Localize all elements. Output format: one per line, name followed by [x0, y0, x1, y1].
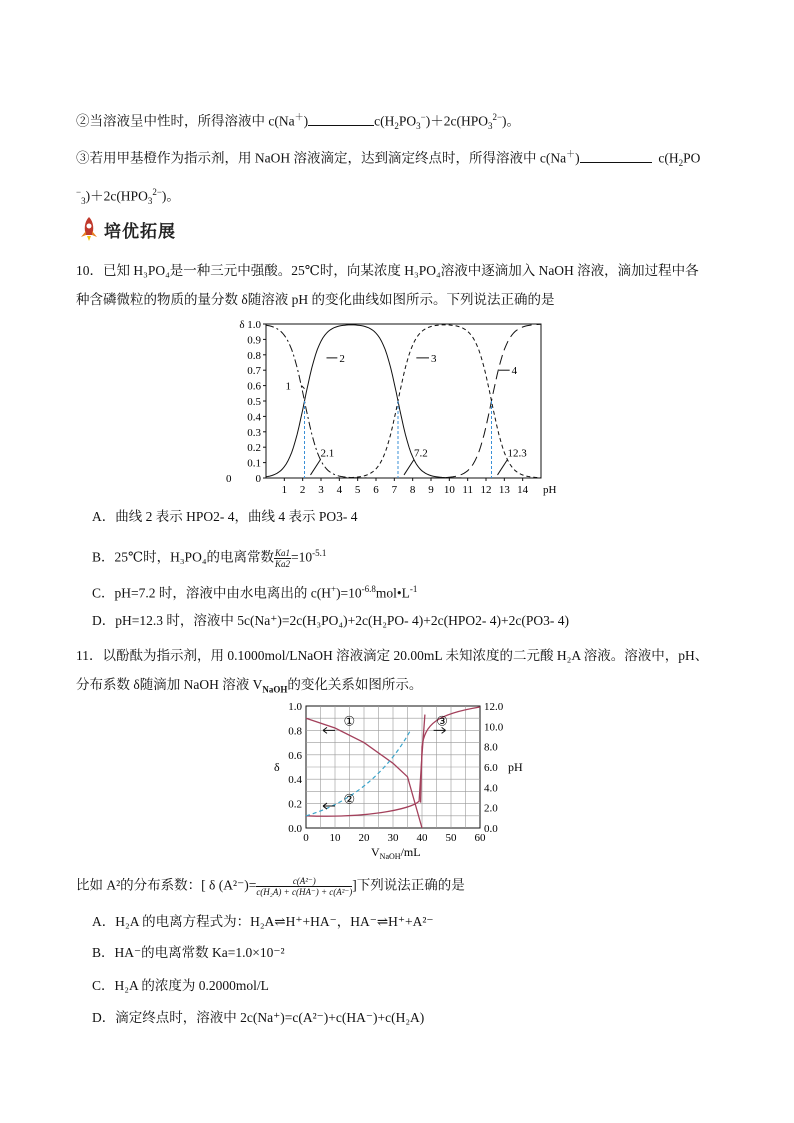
y-tick-label: 0.5	[247, 396, 261, 408]
x-tick-label: 14	[517, 484, 529, 496]
x-origin-label: 0	[226, 473, 232, 485]
q11-option-d[interactable]: D．滴定终点时，溶液中 2c(Na⁺)=c(A²⁻)+c(HA⁻)+c(H₂A)	[92, 1010, 425, 1025]
x-tick-label: 2	[299, 484, 306, 496]
y-tick-label: 0.3	[247, 426, 261, 439]
q9-part2: ②当溶液呈中性时，所得溶液中 c(Na＋) $c(H_2PO_3^-)+2c(HPO_3^{2-})$。	[76, 112, 521, 132]
curve-1	[266, 325, 541, 478]
q11-note: 比如 A²的分布系数：[ δ (A²⁻)= $\frac{\text{c(A²⁻)}}{\text{c(H₂A) + c(HA⁻) + c(A²⁻)}}$]下列说法正确的是	[76, 876, 465, 897]
x-tick-label: 10	[329, 832, 341, 844]
x-tick-label: 5	[354, 484, 361, 496]
x-tick-label: 12	[480, 484, 492, 496]
y-left-tick-label: 0.0	[288, 823, 302, 835]
q10-option-a[interactable]: A．曲线 2 表示 HPO2- 4，曲线 4 表示 PO3- 4	[92, 509, 358, 524]
annotation-leader	[404, 460, 414, 475]
x-tick-label: 1	[281, 484, 288, 496]
y-tick-label: 0	[255, 473, 261, 485]
curve-label: 1	[285, 380, 291, 393]
y-right-axis-label: pH	[508, 760, 523, 774]
y-right-tick-label: 8.0	[484, 741, 498, 754]
y-left-axis-label: δ	[274, 760, 280, 774]
y-tick-label: 0.9	[247, 334, 261, 347]
y-right-tick-label: 12.0	[484, 701, 504, 713]
x-tick-label: 4	[336, 484, 343, 496]
y-left-tick-label: 0.4	[288, 774, 302, 787]
q11-option-a[interactable]: A．H₂A 的电离方程式为：H₂A⇌H⁺+HA⁻，HA⁻⇌H⁺+A²⁻	[92, 914, 434, 929]
x-tick-label: 40	[416, 832, 428, 844]
y-right-tick-label: 2.0	[484, 802, 498, 815]
curve-label: 4	[511, 365, 518, 378]
y-left-tick-label: 1.0	[288, 701, 302, 713]
pka-annotation: 12.3	[507, 447, 527, 460]
curve-marker: ①	[343, 713, 356, 729]
curve-3	[266, 325, 541, 478]
titration-chart	[266, 700, 526, 864]
curve-label: 2	[339, 352, 345, 365]
phosphoric-acid-distribution-chart	[226, 314, 566, 500]
y-tick-label: 0.2	[247, 442, 261, 455]
curve-marker: ③	[436, 713, 448, 729]
y-tick-label: 0.1	[247, 457, 261, 470]
pka-annotation: 2.1	[320, 447, 335, 460]
q10-stem-2: 种含磷微粒的物质的量分数 δ随溶液 pH 的变化曲线如图所示。下列说法正确的是	[76, 292, 555, 307]
section-header	[78, 216, 176, 242]
y-tick-label: δ 1.0	[239, 319, 261, 331]
x-tick-label: 0	[303, 832, 309, 844]
x-tick-label: 8	[409, 484, 416, 496]
q11-option-b[interactable]: B．HA⁻的电离常数 Ka=1.0×10⁻²	[92, 945, 285, 960]
answer-blank[interactable]	[580, 150, 652, 163]
y-tick-label: 0.6	[247, 380, 261, 393]
section-title: 培优拓展	[104, 221, 176, 242]
y-tick-label: 0.4	[247, 411, 261, 424]
curve-4	[266, 324, 541, 478]
y-tick-label: 0.8	[247, 349, 261, 362]
annotation-leader	[498, 460, 508, 475]
curve-2	[266, 325, 541, 478]
plot-frame	[266, 324, 541, 478]
answer-blank[interactable]	[308, 113, 374, 126]
x-tick-label: 30	[387, 832, 399, 844]
y-right-tick-label: 4.0	[484, 782, 498, 795]
y-right-tick-label: 0.0	[484, 823, 498, 835]
x-tick-label: 11	[462, 484, 473, 496]
x-tick-label: 3	[318, 484, 324, 496]
q11-stem-2: 分布系数 δ随滴加 NaOH 溶液 $V_{NaOH}$的变化关系如图所示。	[76, 677, 423, 695]
y-left-tick-label: 0.2	[288, 798, 302, 811]
pka-annotation: 7.2	[414, 447, 428, 460]
x-tick-label: 20	[358, 832, 370, 844]
annotation-leader	[311, 460, 321, 475]
x-axis-label: $V_{NaOH}/mL$	[371, 845, 421, 861]
x-tick-label: 9	[428, 484, 434, 496]
rocket-icon	[78, 216, 100, 242]
curve-label: 3	[431, 352, 437, 365]
q10-option-d[interactable]: D．pH=12.3 时，溶液中 5c(Na⁺)=2c(H₃PO₄)+2c(H₂PO- 4)+2c(HPO2- 4)+2c(PO3- 4)	[92, 613, 569, 628]
x-tick-label: 60	[474, 832, 486, 844]
x-tick-label: 10	[443, 484, 455, 496]
y-left-tick-label: 0.8	[288, 725, 302, 738]
y-left-tick-label: 0.6	[288, 749, 302, 762]
q11-stem-1: 11．以酚酞为指示剂，用 0.1000mol/LNaOH 溶液滴定 20.00mL 未知浓度的二元酸 H₂A 溶液。溶液中，pH、	[76, 648, 709, 663]
q9-part3-cont: $^-_3)+2c(HPO_3^{2-})$。	[76, 187, 180, 207]
curve-marker: ②	[343, 791, 356, 807]
q10-option-c[interactable]: C．pH=7.2 时，溶液中由水电离出的 $c(H^+)=10^{-6.8}mol•L^{-1}$	[92, 584, 418, 601]
x-tick-label: 13	[498, 484, 510, 496]
q10-stem-1: 10．已知 H₃PO₄是一种三元中强酸。25℃时，向某浓度 H₃PO₄溶液中逐滴加入 NaOH 溶液，滴加过程中各	[76, 263, 699, 278]
q9-part3: ③若用甲基橙作为指示剂，用 NaOH 溶液滴定，达到滴定终点时，所得溶液中 c(Na＋) $c(H_2PO$	[76, 149, 701, 169]
x-tick-label: 7	[391, 484, 398, 496]
y-tick-label: 0.7	[247, 365, 261, 378]
q11-option-c[interactable]: C．H₂A 的浓度为 0.2000mol/L	[92, 978, 269, 993]
x-axis-label: pH	[543, 484, 557, 496]
x-tick-label: 50	[445, 832, 457, 844]
y-right-tick-label: 6.0	[484, 762, 498, 774]
q10-option-b[interactable]: B．25℃时，H₃PO₄的电离常数 $\frac{Ka1}{Ka2}=10^{-5.1}$	[92, 547, 327, 569]
y-right-tick-label: 10.0	[484, 721, 504, 734]
x-tick-label: 6	[373, 484, 379, 496]
